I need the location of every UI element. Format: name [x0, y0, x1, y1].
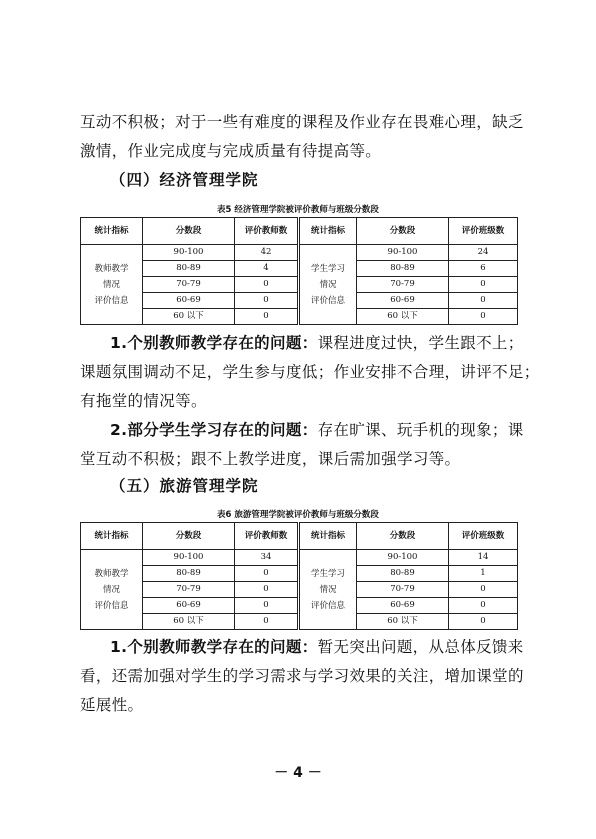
label-line: 学生学习 [310, 568, 345, 579]
paragraph-lead: 2.部分学生学习存在的问题： [110, 421, 318, 439]
label-line: 评价信息 [310, 295, 345, 306]
paragraph-text: 课程进度过快，学生跟不上； [317, 334, 524, 352]
header-cell: 统计指标 [81, 218, 143, 245]
paragraph-lead: 1.个别教师教学存在的问题： [110, 334, 318, 352]
range-cell: 60-69 [143, 598, 235, 614]
count-cell: 34 [235, 550, 299, 566]
range-cell: 90-100 [357, 550, 449, 566]
range-cell: 70-79 [143, 582, 235, 598]
paragraph-line [110, 333, 524, 353]
header-cell: 统计指标 [299, 218, 357, 245]
label-line: 教师教学 [94, 568, 129, 579]
table-header-row [81, 523, 518, 550]
label-line: 评价信息 [94, 600, 129, 611]
paragraph-line: 堂互动不积极；跟不上教学进度，课后需加强学习等。 [80, 450, 461, 468]
table-row [81, 245, 518, 261]
header-cell: 分数段 [357, 523, 449, 550]
range-cell: 60-69 [357, 293, 449, 309]
range-cell: 60 以下 [357, 614, 449, 630]
range-cell: 70-79 [143, 277, 235, 293]
count-cell: 4 [235, 261, 299, 277]
page-number: － 4 － [274, 765, 322, 781]
header-cell: 评价教师数 [235, 218, 299, 245]
paragraph-line: 课题氛围调动不足，学生参与度低；作业安排不合理，讲评不足； [80, 363, 540, 381]
range-cell: 80-89 [357, 261, 449, 277]
count-cell: 42 [235, 245, 299, 261]
score-table-economics [80, 217, 518, 325]
count-cell: 0 [235, 598, 299, 614]
header-cell: 评价班级数 [449, 523, 518, 550]
label-line: 评价信息 [94, 295, 129, 306]
header-cell: 评价班级数 [449, 218, 518, 245]
range-cell: 80-89 [357, 566, 449, 582]
paragraph-text: 存在旷课、玩手机的现象；课 [317, 421, 524, 439]
table-row [81, 550, 518, 566]
paragraph-line [110, 637, 524, 657]
paragraph-lead: 1.个别教师教学存在的问题： [110, 638, 318, 656]
table-caption: 表5 经济管理学院被评价教师与班级分数段 [217, 205, 379, 215]
paragraph-line: 有拖堂的情况等。 [80, 392, 207, 410]
count-cell: 0 [235, 309, 299, 325]
count-cell: 6 [449, 261, 518, 277]
range-cell: 70-79 [357, 277, 449, 293]
count-cell: 0 [449, 582, 518, 598]
row-group-label [299, 245, 357, 325]
label-line: 学生学习 [310, 263, 345, 274]
count-cell: 0 [449, 309, 518, 325]
range-cell: 60-69 [357, 598, 449, 614]
range-cell: 90-100 [143, 245, 235, 261]
range-cell: 80-89 [143, 566, 235, 582]
count-cell: 0 [235, 614, 299, 630]
label-line: 情况 [319, 584, 337, 595]
count-cell: 24 [449, 245, 518, 261]
count-cell: 0 [449, 614, 518, 630]
range-cell: 90-100 [357, 245, 449, 261]
row-group-label [81, 245, 143, 325]
range-cell: 60 以下 [143, 309, 235, 325]
paragraph-line: 延展性。 [80, 696, 144, 714]
range-cell: 60 以下 [357, 309, 449, 325]
header-cell: 统计指标 [81, 523, 143, 550]
range-cell: 70-79 [357, 582, 449, 598]
paragraph-line [110, 420, 524, 440]
header-cell: 统计指标 [299, 523, 357, 550]
table-header-row [81, 218, 518, 245]
score-table-tourism [80, 522, 518, 630]
section-heading: （四）经济管理学院 [110, 171, 259, 189]
label-line: 评价信息 [310, 600, 345, 611]
paragraph-line: 互动不积极；对于一些有难度的课程及作业存在畏难心理，缺乏 [80, 113, 524, 131]
section-heading: （五）旅游管理学院 [110, 477, 259, 495]
count-cell: 0 [235, 277, 299, 293]
range-cell: 80-89 [143, 261, 235, 277]
label-line: 情况 [319, 279, 337, 290]
range-cell: 60 以下 [143, 614, 235, 630]
label-line: 情况 [102, 279, 120, 290]
header-cell: 评价教师数 [235, 523, 299, 550]
range-cell: 60-69 [143, 293, 235, 309]
count-cell: 0 [449, 293, 518, 309]
header-cell: 分数段 [143, 523, 235, 550]
count-cell: 0 [235, 582, 299, 598]
count-cell: 0 [449, 277, 518, 293]
count-cell: 0 [235, 293, 299, 309]
count-cell: 1 [449, 566, 518, 582]
row-group-label [81, 550, 143, 630]
header-cell: 分数段 [143, 218, 235, 245]
label-line: 情况 [102, 584, 120, 595]
row-group-label [299, 550, 357, 630]
count-cell: 0 [449, 598, 518, 614]
paragraph-line: 看，还需加强对学生的学习需求与学习效果的关注，增加课堂的 [80, 667, 524, 685]
range-cell: 90-100 [143, 550, 235, 566]
header-cell: 分数段 [357, 218, 449, 245]
paragraph-text: 暂无突出问题，从总体反馈来 [317, 638, 524, 656]
count-cell: 0 [235, 566, 299, 582]
count-cell: 14 [449, 550, 518, 566]
table-caption: 表6 旅游管理学院被评价教师与班级分数段 [217, 510, 379, 520]
label-line: 教师教学 [94, 263, 129, 274]
paragraph-line: 激情，作业完成度与完成质量有待提高等。 [80, 142, 382, 160]
